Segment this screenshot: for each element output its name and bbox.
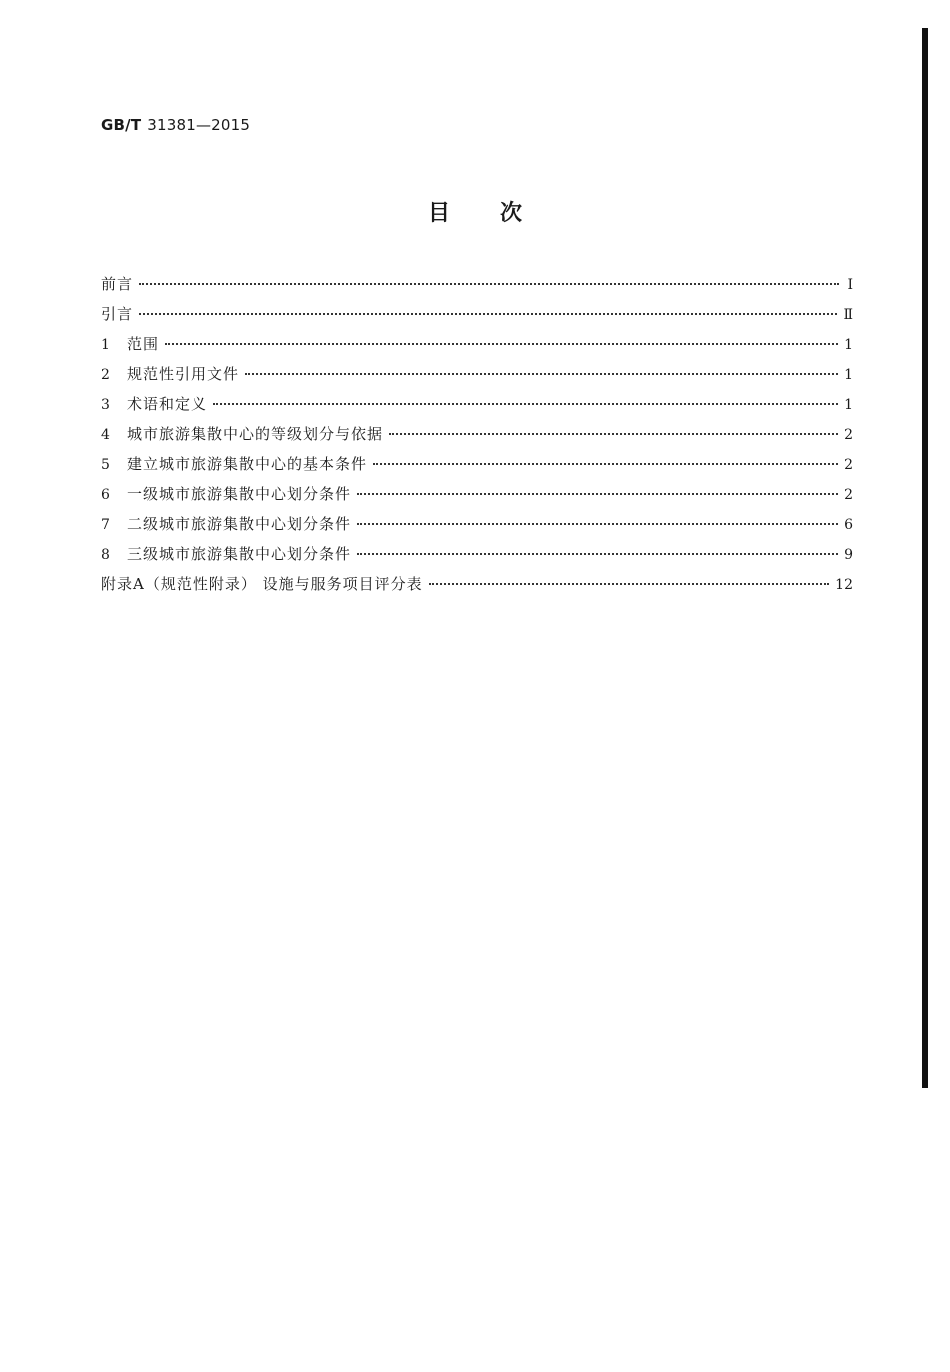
toc-entry-number: 5 <box>101 457 110 473</box>
toc-leader-dots <box>357 493 838 495</box>
toc-entry-page: 2 <box>844 487 853 503</box>
toc-entry-label: 城市旅游集散中心的等级划分与依据 <box>127 425 384 443</box>
toc-entry-label: 建立城市旅游集散中心的基本条件 <box>127 455 368 473</box>
toc-entry-page: 2 <box>844 457 853 473</box>
toc-entry-label: 一级城市旅游集散中心划分条件 <box>127 485 352 503</box>
toc-entry-label: 前言 <box>101 275 134 293</box>
toc-entry-number: 6 <box>101 487 110 503</box>
toc-entry-page: 9 <box>844 547 853 563</box>
toc-entry-page: 1 <box>844 367 853 383</box>
toc-entry[interactable] <box>101 543 853 573</box>
toc-entry-label: 二级城市旅游集散中心划分条件 <box>127 515 352 533</box>
toc-entry-number: 8 <box>101 547 110 563</box>
standard-code <box>101 116 250 134</box>
toc-leader-dots <box>139 283 839 285</box>
toc-entry-number: 1 <box>101 337 110 353</box>
toc-leader-dots <box>357 553 838 555</box>
toc-leader-dots <box>373 463 838 465</box>
toc-leader-dots <box>389 433 838 435</box>
toc-entry[interactable] <box>101 423 853 453</box>
toc-entry[interactable] <box>101 273 853 303</box>
toc-entry-page: 6 <box>844 517 853 533</box>
toc-leader-dots <box>165 343 838 345</box>
toc-entry-number: 2 <box>101 367 110 383</box>
toc-entry-label: 规范性引用文件 <box>127 365 240 383</box>
toc-entry-page: 1 <box>844 397 853 413</box>
toc-entry-number: 7 <box>101 517 110 533</box>
toc-leader-dots <box>357 523 838 525</box>
toc-entry[interactable] <box>101 363 853 393</box>
table-of-contents <box>101 273 853 603</box>
scan-edge-bar <box>922 28 928 1088</box>
toc-entry[interactable] <box>101 303 853 333</box>
toc-leader-dots <box>245 373 838 375</box>
toc-entry-label: 引言 <box>101 305 134 323</box>
toc-entry-label: 三级城市旅游集散中心划分条件 <box>127 545 352 563</box>
toc-leader-dots <box>139 313 837 315</box>
page-title: 目次 <box>427 201 572 226</box>
toc-entry[interactable] <box>101 573 853 603</box>
toc-entry-page: 12 <box>835 577 853 593</box>
toc-entry-label: 术语和定义 <box>127 395 208 413</box>
toc-entry-label: 范围 <box>127 335 160 353</box>
standard-code-number: 31381—2015 <box>147 116 251 134</box>
toc-leader-dots <box>213 403 838 405</box>
toc-entry-page: Ⅰ <box>847 277 853 293</box>
toc-entry[interactable] <box>101 453 853 483</box>
standard-code-prefix: GB/T <box>101 116 142 134</box>
toc-entry-number: 3 <box>101 397 110 413</box>
toc-entry[interactable] <box>101 333 853 363</box>
toc-entry[interactable] <box>101 393 853 423</box>
toc-entry[interactable] <box>101 483 853 513</box>
toc-leader-dots <box>429 583 830 585</box>
toc-entry-label: 附录A（规范性附录） 设施与服务项目评分表 <box>101 575 423 593</box>
toc-entry-page: 2 <box>844 427 853 443</box>
toc-entry-number: 4 <box>101 427 110 443</box>
toc-entry-page: Ⅱ <box>843 307 853 323</box>
toc-entry-page: 1 <box>844 337 853 353</box>
toc-entry[interactable] <box>101 513 853 543</box>
